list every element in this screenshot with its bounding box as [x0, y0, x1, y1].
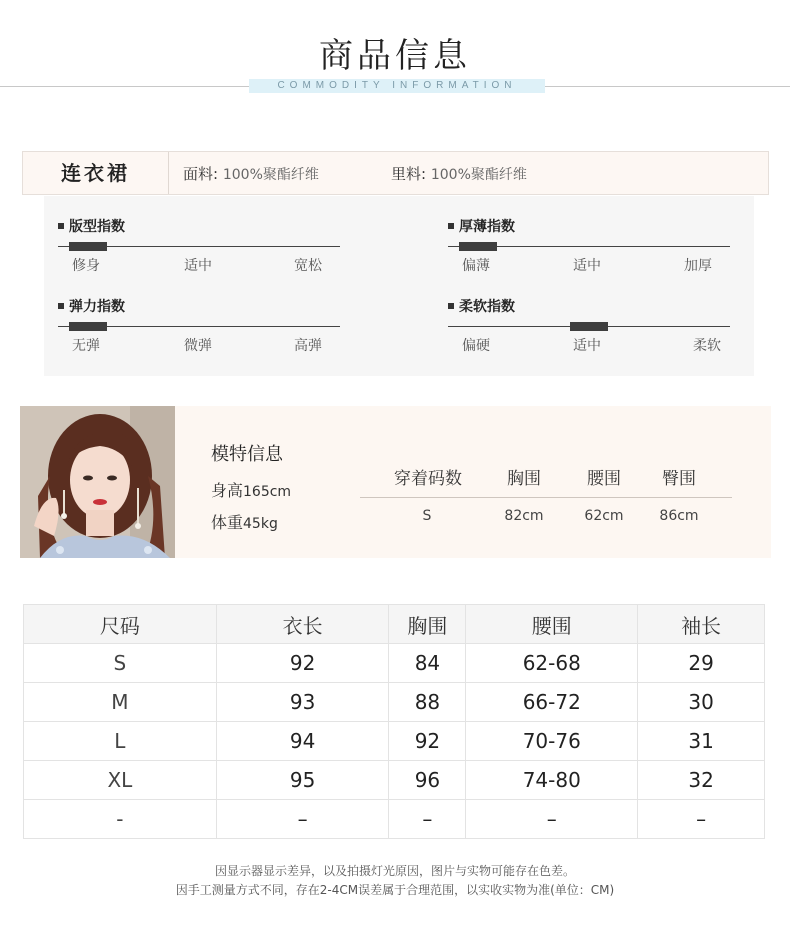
model-weight-value: 45kg — [243, 516, 278, 532]
size-cell: - — [24, 800, 217, 839]
size-cell: XL — [24, 761, 217, 800]
thickness-index-label: 偏薄 — [462, 258, 490, 274]
model-table-value: S — [422, 508, 432, 524]
softness-index-label: 柔软 — [693, 338, 721, 354]
model-table-header: 臀围 — [662, 469, 696, 489]
lining-fabric-value: 100%聚酯纤维 — [430, 167, 527, 183]
size-table-header: 袖长 — [638, 605, 765, 644]
product-type: 连衣裙 — [23, 152, 169, 194]
model-photo — [20, 406, 175, 558]
size-table — [23, 604, 765, 839]
length-cell: 92 — [216, 644, 389, 683]
fit-index-marker — [69, 242, 107, 251]
thickness-index-label: 适中 — [573, 258, 601, 274]
fabric-bar — [22, 151, 769, 195]
face-fabric-value: 100%聚酯纤维 — [222, 167, 319, 183]
model-table-header: 穿着码数 — [394, 469, 462, 489]
sleeve-cell: 32 — [638, 761, 765, 800]
elasticity-index-label: 无弹 — [72, 338, 100, 354]
size-table-header-row — [24, 605, 765, 644]
table-row — [24, 683, 765, 722]
model-weight-label: 体重 — [211, 513, 244, 532]
thickness-index-label: 加厚 — [684, 258, 712, 274]
model-table-value: 86cm — [659, 508, 699, 524]
softness-index-label: 适中 — [573, 338, 601, 354]
bust-cell: 84 — [389, 644, 466, 683]
elasticity-index-label: 高弹 — [294, 338, 322, 354]
model-heading: 模特信息 — [211, 444, 283, 465]
sleeve-cell: 31 — [638, 722, 765, 761]
model-table-header: 胸围 — [507, 469, 541, 489]
thickness-index-title: 厚薄指数 — [448, 216, 515, 236]
fit-index-title: 版型指数 — [58, 216, 125, 236]
thickness-index — [448, 196, 738, 274]
waist-cell: – — [466, 800, 638, 839]
fit-index-label: 适中 — [184, 258, 212, 274]
fit-index-label: 宽松 — [294, 258, 322, 274]
elasticity-index-title: 弹力指数 — [58, 296, 125, 316]
size-table-header: 胸围 — [389, 605, 466, 644]
elasticity-index-label: 微弹 — [184, 338, 212, 354]
lining-fabric-label: 里料: — [391, 165, 427, 183]
lining-fabric — [391, 152, 527, 194]
page-subtitle: COMMODITY INFORMATION — [249, 79, 545, 93]
waist-cell: 62-68 — [466, 644, 638, 683]
size-table-header: 衣长 — [216, 605, 389, 644]
thickness-index-marker — [459, 242, 497, 251]
softness-index — [448, 276, 738, 354]
length-cell: 93 — [216, 683, 389, 722]
model-table-divider — [360, 497, 732, 498]
length-cell: 95 — [216, 761, 389, 800]
softness-index-title: 柔软指数 — [448, 296, 515, 316]
table-row — [24, 800, 765, 839]
bust-cell: 92 — [389, 722, 466, 761]
elasticity-index-marker — [69, 322, 107, 331]
model-height-value: 165cm — [243, 484, 292, 500]
model-table-value: 82cm — [504, 508, 544, 524]
page-title: 商品信息 — [319, 36, 471, 76]
waist-cell: 74-80 — [466, 761, 638, 800]
size-table-header: 尺码 — [24, 605, 217, 644]
table-row — [24, 761, 765, 800]
size-table-header: 腰围 — [466, 605, 638, 644]
softness-index-label: 偏硬 — [462, 338, 490, 354]
model-weight — [211, 510, 278, 533]
table-row — [24, 722, 765, 761]
face-fabric — [183, 152, 319, 194]
size-cell: M — [24, 683, 217, 722]
waist-cell: 70-76 — [466, 722, 638, 761]
sleeve-cell: 29 — [638, 644, 765, 683]
elasticity-index — [58, 276, 348, 354]
softness-index-marker — [570, 322, 608, 331]
bust-cell: – — [389, 800, 466, 839]
fit-index — [58, 196, 348, 274]
sleeve-cell: 30 — [638, 683, 765, 722]
size-cell: L — [24, 722, 217, 761]
length-cell: – — [216, 800, 389, 839]
fit-index-label: 修身 — [72, 258, 100, 274]
model-table-header: 腰围 — [587, 469, 621, 489]
face-fabric-label: 面料: — [183, 165, 219, 183]
model-height-label: 身高 — [211, 481, 244, 500]
fabric-indices-panel — [44, 196, 754, 376]
bust-cell: 96 — [389, 761, 466, 800]
length-cell: 94 — [216, 722, 389, 761]
model-height — [211, 478, 291, 501]
color-disclaimer: 因显示器显示差异，以及拍摄灯光原因，图片与实物可能存在色差。 — [214, 864, 575, 878]
model-info-panel — [20, 406, 771, 558]
size-cell: S — [24, 644, 217, 683]
measurement-disclaimer: 因手工测量方式不同，存在2-4CM误差属于合理范围，以实收实物为准(单位：CM) — [175, 883, 615, 897]
model-table-value: 62cm — [584, 508, 624, 524]
waist-cell: 66-72 — [466, 683, 638, 722]
sleeve-cell: – — [638, 800, 765, 839]
table-row — [24, 644, 765, 683]
bust-cell: 88 — [389, 683, 466, 722]
